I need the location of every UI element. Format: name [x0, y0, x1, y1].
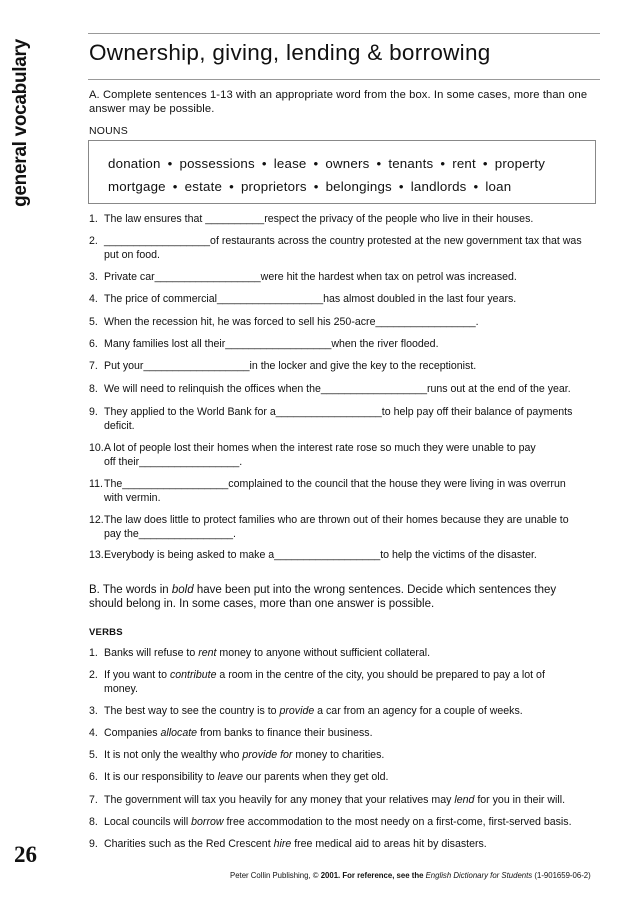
sentence-item [89, 382, 589, 396]
section-a-category: NOUNS [89, 125, 128, 137]
sentence-item [89, 292, 589, 306]
verb-sentence-item [89, 726, 589, 740]
sentence-text: Everybody is being asked to make a__________________to help the victims of the disaster. [104, 549, 537, 561]
bullet-separator: • [376, 156, 382, 171]
box-word: donation [108, 156, 161, 171]
misplaced-verb: provide for [242, 749, 293, 761]
misplaced-verb: borrow [191, 816, 224, 828]
verb-sentence-item [89, 770, 589, 784]
page-title: Ownership, giving, lending & borrowing [89, 40, 491, 65]
section-b-category: VERBS [89, 627, 123, 638]
sentence-number: 4. [89, 727, 98, 739]
box-word: belongings [325, 179, 392, 194]
box-word: landlords [410, 179, 467, 194]
verb-sentence-item [89, 748, 589, 762]
footer: Peter Collin Publishing, © 2001. For reference, see the English Dictionary for Students (1-901659-06-2) [230, 871, 591, 880]
box-word: loan [485, 179, 512, 194]
sentence-continuation: put on food. [104, 249, 160, 261]
misplaced-verb: rent [198, 647, 217, 659]
bullet-separator: • [229, 179, 234, 194]
misplaced-verb: leave [217, 771, 243, 783]
sentence-text-after: from banks to finance their business. [197, 727, 373, 739]
sentence-number: 2. [89, 235, 98, 247]
sentence-text-after: money to charities. [292, 749, 385, 761]
verb-sentence-item [89, 668, 589, 696]
box-word: property [494, 156, 546, 171]
verb-sentence-item [89, 646, 589, 660]
word-box [88, 140, 596, 204]
bullet-separator: • [167, 156, 173, 171]
sentence-text-before: Companies [104, 727, 161, 739]
box-word: estate [184, 179, 223, 194]
sentence-continuation: with vermin. [104, 492, 161, 504]
bullet-separator: • [313, 179, 319, 194]
sentence-continuation: off their_________________. [104, 456, 243, 468]
sentence-item [89, 315, 589, 329]
misplaced-verb: lend [454, 794, 475, 806]
side-label: general vocabulary [10, 39, 31, 207]
sentence-number: 3. [89, 705, 98, 717]
sentence-item [89, 477, 589, 505]
sentence-text-before: The best way to see the country is to [104, 705, 280, 717]
sentence-text: Private car__________________were hit the hardest when tax on petrol was increased. [104, 271, 517, 283]
sentence-text-before: It is not only the wealthy who [104, 749, 243, 761]
box-word: lease [273, 156, 307, 171]
section-b-instructions: B. The words in bold have been put into the wrong sentences. Decide which sentences they should belong in. In some cases, more than one answer is possible. [89, 584, 557, 610]
sentence-number: 11. [89, 478, 103, 490]
bullet-separator: • [482, 156, 488, 171]
sentence-number: 3. [89, 271, 98, 283]
sentence-text: We will need to relinquish the offices when the__________________runs out at the end of the year. [104, 383, 571, 395]
sentence-number: 1. [89, 647, 98, 659]
sentence-item [89, 270, 589, 284]
bullet-separator: • [172, 179, 178, 194]
sentence-number: 9. [89, 406, 98, 418]
verb-sentence-item [89, 793, 589, 807]
sentence-item [89, 359, 589, 373]
page-number: 26 [14, 842, 37, 867]
box-word: owners [325, 156, 370, 171]
verb-sentence-item [89, 704, 589, 718]
sentence-item [89, 234, 589, 262]
top-rule [88, 33, 600, 34]
sentence-text: Put your__________________in the locker and give the key to the receptionist. [104, 360, 477, 372]
sentence-continuation: pay the________________. [104, 528, 236, 540]
sentence-number: 9. [89, 838, 98, 850]
sentence-text: The law does little to protect families who are thrown out of their homes because they are unable to [104, 514, 569, 526]
sentence-text-after: our parents when they get old. [242, 771, 389, 783]
sentence-text-before: The government will tax you heavily for any money that your relatives may [104, 794, 455, 806]
sentence-text-before: Charities such as the Red Crescent [104, 838, 274, 850]
sentence-text-after: free medical aid to areas hit by disasters. [291, 838, 487, 850]
sentence-text: They applied to the World Bank for a__________________to help pay off their balance of payments [104, 406, 573, 418]
misplaced-verb: hire [273, 838, 292, 850]
sentence-text: The__________________complained to the council that the house they were living in was overrun [104, 478, 566, 490]
sentence-number: 5. [89, 749, 98, 761]
bullet-separator: • [261, 156, 267, 171]
sentence-continuation: deficit. [104, 420, 135, 432]
sentence-text-before: It is our responsibility to [104, 771, 218, 783]
box-word: tenants [388, 156, 434, 171]
sentence-text: When the recession hit, he was forced to sell his 250-acre_________________. [104, 316, 479, 328]
title-rule [88, 79, 600, 80]
sentence-number: 2. [89, 669, 98, 681]
sentence-item [89, 513, 589, 541]
sentence-item [89, 405, 589, 433]
verb-sentence-item [89, 815, 589, 829]
misplaced-verb: contribute [169, 669, 217, 681]
sentence-text-before: If you want to [104, 669, 170, 681]
sentence-text-after: money to anyone without sufficient collateral. [216, 647, 431, 659]
box-word: mortgage [108, 179, 166, 194]
sentence-number: 13. [89, 549, 104, 561]
box-word: rent [452, 156, 476, 171]
sentence-continuation: money. [104, 683, 138, 695]
sentence-number: 8. [89, 383, 98, 395]
sentence-text-after: a car from an agency for a couple of weeks. [314, 705, 523, 717]
bullet-separator: • [473, 179, 479, 194]
misplaced-verb: provide [279, 705, 315, 717]
sentence-item [89, 548, 589, 562]
sentence-text-after: free accommodation to the most needy on a first-come, first-served basis. [223, 816, 572, 828]
sentence-number: 5. [89, 316, 98, 328]
box-word: proprietors [240, 179, 307, 194]
word-box-line-2 [108, 179, 511, 194]
sentence-number: 6. [89, 771, 98, 783]
sentence-number: 1. [89, 213, 98, 225]
sentence-text-before: Local councils will [104, 816, 192, 828]
misplaced-verb: allocate [160, 727, 198, 739]
sentence-number: 10. [89, 442, 104, 454]
section-a-instructions: A. Complete sentences 1-13 with an appropriate word from the box. In some cases, more than one answer may be possible. [89, 89, 588, 115]
sentence-item [89, 212, 589, 226]
sentence-number: 6. [89, 338, 98, 350]
verb-sentence-item [89, 837, 589, 851]
sentence-number: 8. [89, 816, 98, 828]
sentence-text: The law ensures that __________respect the privacy of the people who live in their houses. [104, 213, 534, 225]
word-box-line-1 [108, 156, 545, 171]
sentence-number: 4. [89, 293, 98, 305]
sentence-item [89, 337, 589, 351]
sentence-number: 7. [89, 794, 98, 806]
bullet-separator: • [313, 156, 319, 171]
sentence-text-after: a room in the centre of the city, you should be prepared to pay a lot of [216, 669, 545, 681]
sentence-number: 7. [89, 360, 98, 372]
sentence-text: __________________of restaurants across the country protested at the new government tax that was [104, 235, 582, 247]
sentence-item [89, 441, 589, 469]
sentence-text-before: Banks will refuse to [104, 647, 199, 659]
bullet-separator: • [398, 179, 404, 194]
sentence-text: Many families lost all their__________________when the river flooded. [104, 338, 439, 350]
sentence-number: 12. [89, 514, 104, 526]
bullet-separator: • [440, 156, 446, 171]
sentence-text-after: for you in their will. [474, 794, 566, 806]
sentence-text: The price of commercial__________________has almost doubled in the last four years. [104, 293, 517, 305]
sentence-text: A lot of people lost their homes when the interest rate rose so much they were unable to pay [104, 442, 536, 454]
box-word: possessions [179, 156, 255, 171]
